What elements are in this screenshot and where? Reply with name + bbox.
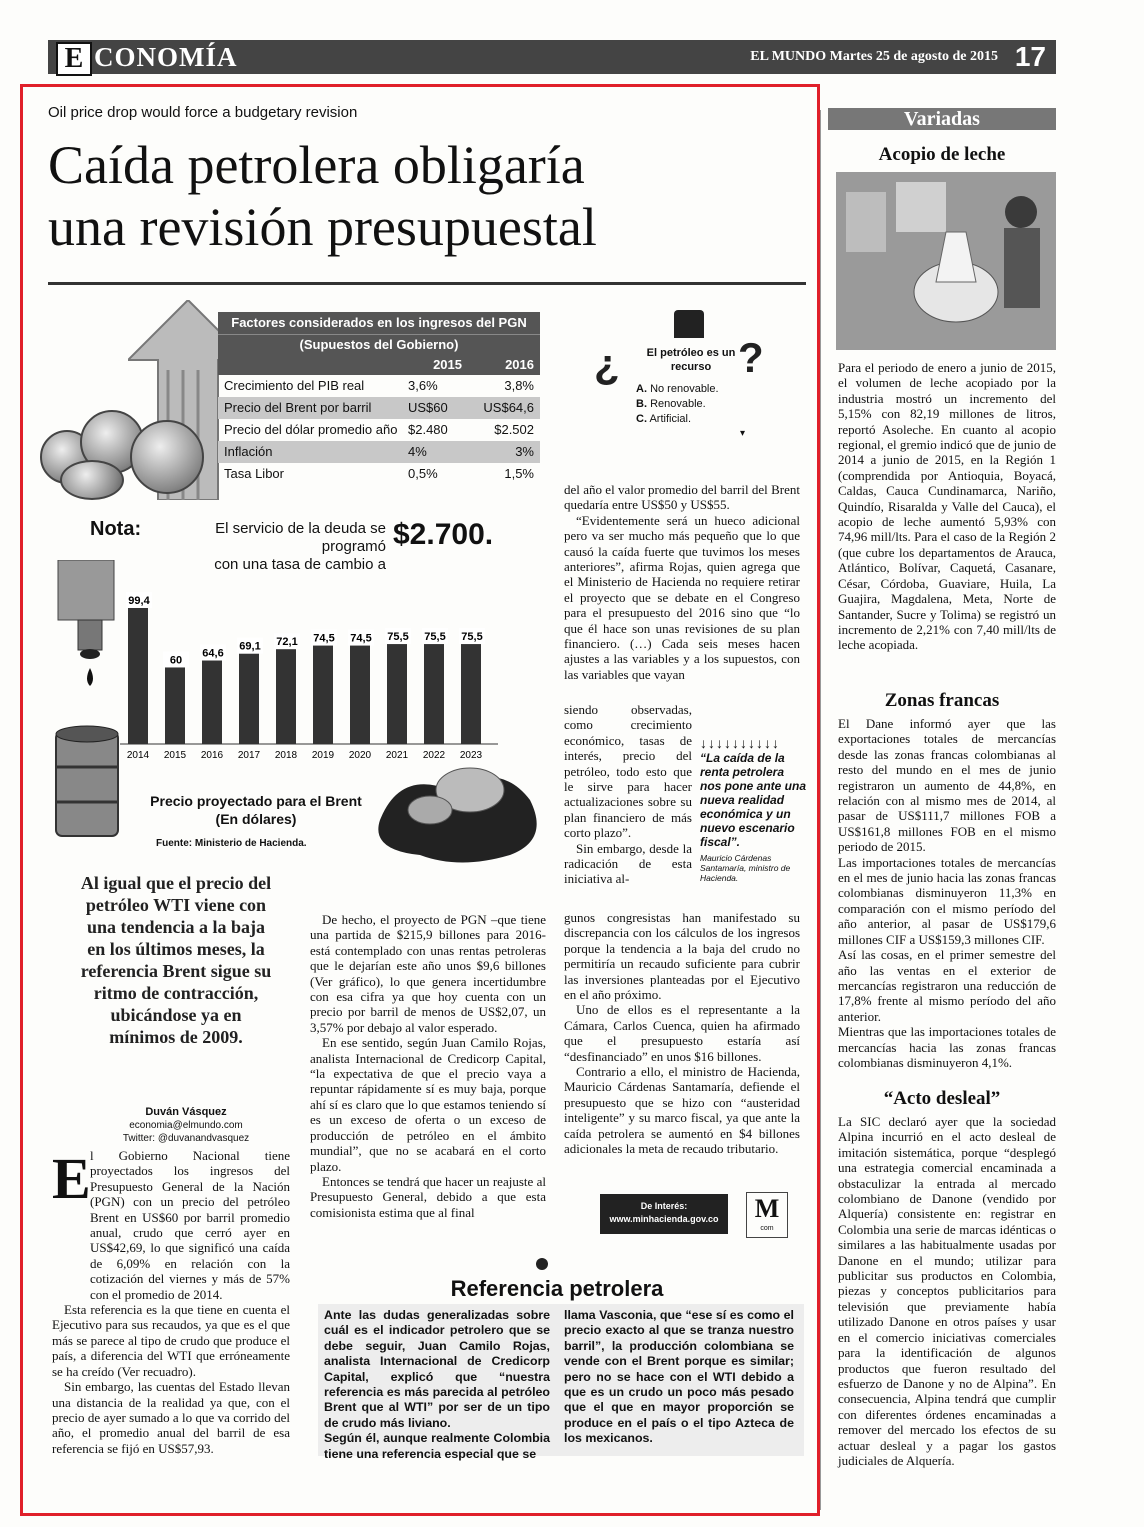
article-column-1 (52, 1148, 290, 1456)
bar-2020 (350, 632, 370, 744)
headline-rule (48, 282, 806, 285)
bar-2019 (313, 632, 333, 744)
table-row (218, 463, 540, 485)
quote-box (700, 735, 806, 883)
milk-collection-photo (836, 172, 1056, 350)
sidebar-heading-acopio: Acopio de leche (878, 144, 1006, 165)
table-row (218, 375, 540, 397)
table-row (218, 419, 540, 441)
article-column-3-narrow (564, 702, 692, 887)
zonas-paragraph-2: Las importaciones totales de mercancías en el mes de junio hacia las zonas francas colombianas disminuyeron 11,3% en comparación con el mismo período del año anterior, al pasar de US$179,6 millones CIF a US$159,3 millones CIF. (838, 854, 1056, 947)
page-number: 17 (1014, 41, 1046, 72)
value-label: 75,5 (461, 631, 483, 644)
quiz-question: El petróleo es un recurso (646, 347, 736, 373)
factors-table-year-row (218, 355, 540, 375)
col3-paragraph-5: Contrario a ello, el ministro de Hacienda, Mauricio Cárdenas Santamaría, defiende el presupuesto que se hizo con “austeridad inteligente” y su marco fiscal, ya que ante la caída petrolera se aumentó en $4 billones adicionales la meta de recaudo tributario. (564, 1064, 800, 1157)
col1-paragraph-1a: l Gobierno Nacional tiene proyectados los ingresos del Presupuesto General de la Nación (PGN) con un precio del petróleo Brent en US$60 por barril promedio anual, crudo que cerró ayer en US$42,69, lo que significó una caída de 6,09% en relación con la cotización del viernes y más de 57% con el promedio de 2014. (90, 1148, 290, 1302)
year-header-2015: 2015 (408, 355, 468, 375)
sidebar-text-zonas (838, 716, 1056, 1070)
row-value-2016: 3,8% (504, 378, 534, 393)
quiz-options (636, 382, 719, 427)
author-email: economia@elmundo.com (129, 1120, 243, 1131)
zonas-paragraph-1: El Dane informó ayer que las exportaciones totales de mercancías desde las zonas francas colombianas al resto del mundo en el mes de junio registraron un aumento de 44,8%, en relación con al mismo mes de 2014, al pasar de US$111,7 millones FOB a US$161,8 millones FOB en el mismo periodo de 2015. (838, 716, 1056, 855)
sidebar-heading-zonas: Zonas francas (884, 690, 1000, 711)
de-interes-url[interactable]: www.minhacienda.gov.co (609, 1214, 719, 1224)
de-interes-label: De Interés: (640, 1201, 688, 1211)
row-value-2015: 3,6% (408, 378, 438, 393)
chart-title-line: Precio proyectado para el Brent (150, 793, 362, 809)
quiz-open-mark: ¿ (594, 340, 620, 387)
column-divider (820, 110, 821, 1510)
year-row-spacer (218, 355, 408, 375)
category-label: 2016 (200, 750, 224, 761)
acopio-paragraph: Para el periodo de enero a junio de 2015, el volumen de leche acopiado por la industria mostró un incremento del 5,15% con 82,19 millones de litros, reportó Asoleche. En cuanto al acopio regional, el gremio indicó que de junio de 2014 a junio de 2015, en la Región 1 (comprendida por Antioquia, Boyacá, Caldas, Cauca Cundinamarca, Nariño, Quindío, Risaralda y Valle del Cauca), el acopio de leche aumentó 5,93% con 74,96 mill/lts. Para el caso de la Región 2 (que cubre los departamentos de Arauca, Atlántico, Bolívar, Caquetá, Casanare, César, Córdoba, Guaviare, Huila, La Guajira, Magdalena, Meta, Norte de Santander, Sucre y Tolima) se registró un incremento de 2,21% con 7,40 mill/lts de leche acopiada. (838, 360, 1056, 653)
category-label: 2021 (385, 750, 409, 761)
zonas-paragraph-3: Así las cosas, en el primer semestre del año las ventas en el exterior de mercancías registraron una reducción de 17,8% frente al mismo período del año anterior. (838, 947, 1056, 1024)
sidebar-section-title: Variadas (828, 108, 1056, 130)
chart-title (120, 792, 392, 828)
factors-table (218, 312, 540, 485)
sidebar-heading-acto: “Acto desleal” (883, 1088, 1001, 1109)
category-label: 2017 (237, 750, 261, 761)
quiz-answer-mark: ▾ (740, 428, 746, 439)
value-label: 75,5 (387, 631, 409, 644)
nota-line-2: con una tasa de cambio a (214, 556, 386, 573)
bar-2014 (128, 594, 148, 744)
category-label: 2015 (163, 750, 187, 761)
row-value-2016: $2.502 (494, 422, 534, 437)
de-interes-box (600, 1192, 810, 1238)
bar-2022 (424, 630, 444, 744)
article-column-3-top (564, 482, 800, 682)
col1-paragraph-2: Esta referencia es la que tiene en cuenta el Ejecutivo para sus recaudos, ya que es el que más se parece al tipo de crudo que produce el país, a diferencia del WTI que erróneamente se ha creído (Ver recuadro). (52, 1302, 290, 1379)
table-row (218, 441, 540, 463)
pull-quote: Al igual que el precio del petróleo WTI viene con una tendencia a la baja en los últimos meses, la referencia Brent sigue su ritmo de contracción, ubicándose ya en mínimos de 2009. (80, 873, 272, 1047)
de-interes-panel (600, 1194, 728, 1234)
quiz-box (590, 310, 790, 450)
zonas-paragraph-4: Mientras que las importaciones totales de mercancías hacia las zonas francas colombianas disminuyeron 4,1%. (838, 1024, 1056, 1070)
row-value-2016: 3% (515, 444, 534, 459)
col3-paragraph-2-narrow: siendo observadas, como crecimiento económico, tasas de interés, precio del petróleo, todo esto que le sirve para hacer actualizaciones sobre su plan financiero de más corto plazo”. (564, 702, 692, 841)
article-column-3-bottom (564, 910, 800, 1157)
author-twitter: Twitter: @duvanandvasquez (122, 1133, 250, 1144)
row-label: Precio del dólar promedio año (224, 422, 398, 437)
quiz-close-mark: ? (738, 334, 764, 381)
sidebar-text-acopio (838, 360, 1056, 653)
bar-2017 (239, 640, 259, 744)
category-label: 2020 (348, 750, 372, 761)
row-value-2016: US$64,6 (483, 400, 534, 415)
section-logo-letter: E (56, 42, 92, 76)
article-kicker: Oil price drop would force a budgetary revision (48, 104, 358, 121)
nota-amount: $2.700. (393, 518, 494, 551)
dateline: EL MUNDO Martes 25 de agosto de 2015 (750, 49, 998, 64)
binder-clip-icon (674, 310, 704, 338)
chart-subtitle: (En dólares) (215, 811, 297, 827)
value-label: 99,4 (128, 594, 150, 607)
referencia-left-column: Ante las dudas generalizadas sobre cuál es el indicador petrolero que se debe seguir, Juan Camilo Rojas, analista Internacional de Credicorp Capital, explicó que “nuestra referencia es más parecida al petróleo Brent que al WTI” por ser de un tipo de crudo más liviano. Según él, aunque realmente Colombia tiene una referencia especial que se (324, 1308, 550, 1461)
section-name: CONOMÍA (94, 42, 238, 72)
row-value-2015: $2.480 (408, 422, 448, 437)
chart-source: Fuente: Ministerio de Hacienda. (156, 838, 307, 849)
oil-barrel-illustration (52, 722, 122, 842)
quiz-option: C. Artificial. (636, 413, 692, 425)
factors-table-subtitle: (Supuestos del Gobierno) (218, 334, 540, 355)
row-value-2016: 1,5% (504, 466, 534, 481)
category-label: 2014 (126, 750, 150, 761)
col3-paragraph-3-narrow: Sin embargo, desde la radicación de esta iniciativa al- (564, 840, 692, 887)
category-label: 2018 (274, 750, 298, 761)
nota-label: Nota: (90, 518, 142, 540)
referencia-title: Referencia petrolera (450, 1276, 664, 1301)
down-arrows-icon: ↓↓↓↓↓↓↓↓↓↓ (700, 735, 780, 751)
quiz-option: A. No renovable. (636, 383, 719, 395)
quote-attribution: Mauricio Cárdenas Santamaría, ministro de Hacienda. (700, 853, 791, 883)
drop-cap: E (52, 1146, 91, 1211)
col2-paragraph-2: En ese sentido, según Juan Camilo Rojas, analista Internacional de Credicorp Capital, “la expectativa de que el precio vaya a repuntar rápidamente sí es muy baja, porque ahí sí es claro que lo que estamos teniendo sí es un exceso de oferta o un exceso de producción de petróleo en el ámbito mundial”, que no se acabará en el corto plazo. (310, 1035, 546, 1174)
coins-stack-illustration (40, 390, 220, 500)
col3-paragraph-2: “Evidentemente será un hueco adicional pero va ser mucho más pequeño que lo que causó la caída fuerte que tuvimos los meses anteriores”, afirma Rojas, quien agrega que el Ministerio de Hacienda no requiere retirar el proyecto que se debate en el Congreso para el presupuesto del 2016 sino que “lo que él hace son unas revisiones de su plan financiero. (…) Cada seis meses hacen ajustes a las variables y a los supuestos, con las variables que vayan (564, 512, 800, 682)
col3-paragraph-4: Uno de ellos es el representante a la Cámara, Carlos Cuenca, quien ha afirmado que el presupuesto estaría así “desfinanciado” en unos $16 billones. (564, 1002, 800, 1064)
category-label: 2022 (422, 750, 446, 761)
category-label: 2019 (311, 750, 335, 761)
value-label: 75,5 (424, 631, 446, 644)
acto-paragraph: La SIC declaró ayer que la sociedad Alpina incurrió en el acto desleal de imitación sistemática, porque “desplegó una estrategia comercial encaminada a obstaculizar la entrada al mercado colombiano de Danone (vendido por Alquería) consistente en: registrar en Colombia una serie de marcas idénticas o similares a las habitualmente usadas por Danone en el mundo; utilizar para publicitar sus productos en Colombia, piezas y conceptos publicitarios para televisión que previamente había utilizado Danone en otros países y usar en el comercio iniciativas comerciales para la identificación de algunos productos que fueron resultado del esfuerzo de Danone y no de Alpina”. En consecuencia, Alpina tendrá que cumplir con diferentes órdenes encaminadas a remover del mercado los efectos de su actuar desleal y a pagar los gastos judiciales de Alquería. (838, 1114, 1056, 1468)
value-label: 72,1 (276, 636, 298, 649)
row-label: Inflación (224, 444, 273, 459)
table-row (218, 397, 540, 419)
quiz-option: B. Renovable. (636, 398, 706, 410)
row-value-2015: US$60 (408, 400, 448, 415)
bar-2021 (387, 630, 407, 744)
author-name: Duván Vásquez (145, 1106, 227, 1118)
year-header-2016: 2016 (468, 355, 540, 375)
headline-line-2: una revisión presupuestal (48, 197, 597, 257)
row-label: Precio del Brent por barril (224, 400, 372, 415)
el-mundo-logo-icon: M com (746, 1192, 788, 1238)
bar-2018 (276, 635, 296, 744)
col2-paragraph-1: De hecho, el proyecto de PGN –que tiene una partida de $215,9 billones para 2016- está contemplado con unas rentas petroleras que le dejarían este año unos $9,6 billones (Ver gráfico), lo que genera incertidumbre con esa cifra ya que hoy cuenta con un precio por barril de menos de US$2,07, un 3,57% por debajo al valor esperado. (310, 912, 546, 1035)
row-label: Crecimiento del PIB real (224, 378, 365, 393)
bar-2016 (202, 647, 222, 744)
oil-drop-icon (536, 1258, 548, 1270)
value-label: 64,6 (202, 647, 224, 660)
page-header (48, 40, 1056, 74)
col2-paragraph-3: Entonces se tendrá que hacer un reajuste al Presupuesto General, debido a que esta comisionista estima que al final (310, 1173, 546, 1220)
article-column-2 (310, 912, 546, 1220)
factors-table-title: Factores considerados en los ingresos del PGN (218, 312, 540, 334)
headline-line-1: Caída petrolera obligaría (48, 135, 585, 195)
nota-line-1: El servicio de la deuda se programó (215, 520, 386, 555)
category-label: 2023 (459, 750, 483, 761)
value-label: 74,5 (313, 632, 335, 645)
byline (66, 1106, 306, 1145)
sidebar-text-acto (838, 1114, 1056, 1468)
row-value-2015: 4% (408, 444, 427, 459)
referencia-right-column: llama Vasconia, que “ese sí es como el precio exacto al que se tranza nuestro barril”, la producción colombiana se vende con el Brent porque es similar; pero no se hace con el WTI debido a que es un crudo un poco más pesado que el que en mayor proporción se produce en el país o el tipo Azteca de los mexicanos. (564, 1308, 794, 1446)
quote-text: “La caída de la renta petrolera nos pone ante una nueva realidad económica y un nuevo escenario fiscal”. (700, 751, 807, 849)
value-label: 60 (169, 654, 183, 667)
article-headline (48, 134, 808, 258)
row-label: Tasa Libor (224, 466, 284, 481)
oil-pipe-illustration (58, 560, 114, 686)
col1-paragraph-3: Sin embargo, las cuentas del Estado llevan una distancia de la realidad ya que, con el precio de ayer sumado a lo que va corrido del año, el promedio anual del barril de esa referencia se fijó en US$57,93. (52, 1379, 290, 1456)
col3-paragraph-1: del año el valor promedio del barril del Brent quedaría entre US$50 y US$55. (564, 482, 800, 513)
bar-2023 (461, 630, 481, 744)
value-label: 74,5 (350, 632, 372, 645)
row-value-2015: 0,5% (408, 466, 438, 481)
col3-paragraph-3: gunos congresistas han manifestado su discrepancia con los cálculos de los ingresos porque la tendencia a la baja del crudo no permitiría un recaudo suficiente para cubrir las inversiones planteadas por el Ejecutivo en el año próximo. (564, 910, 800, 1003)
value-label: 69,1 (239, 640, 261, 653)
